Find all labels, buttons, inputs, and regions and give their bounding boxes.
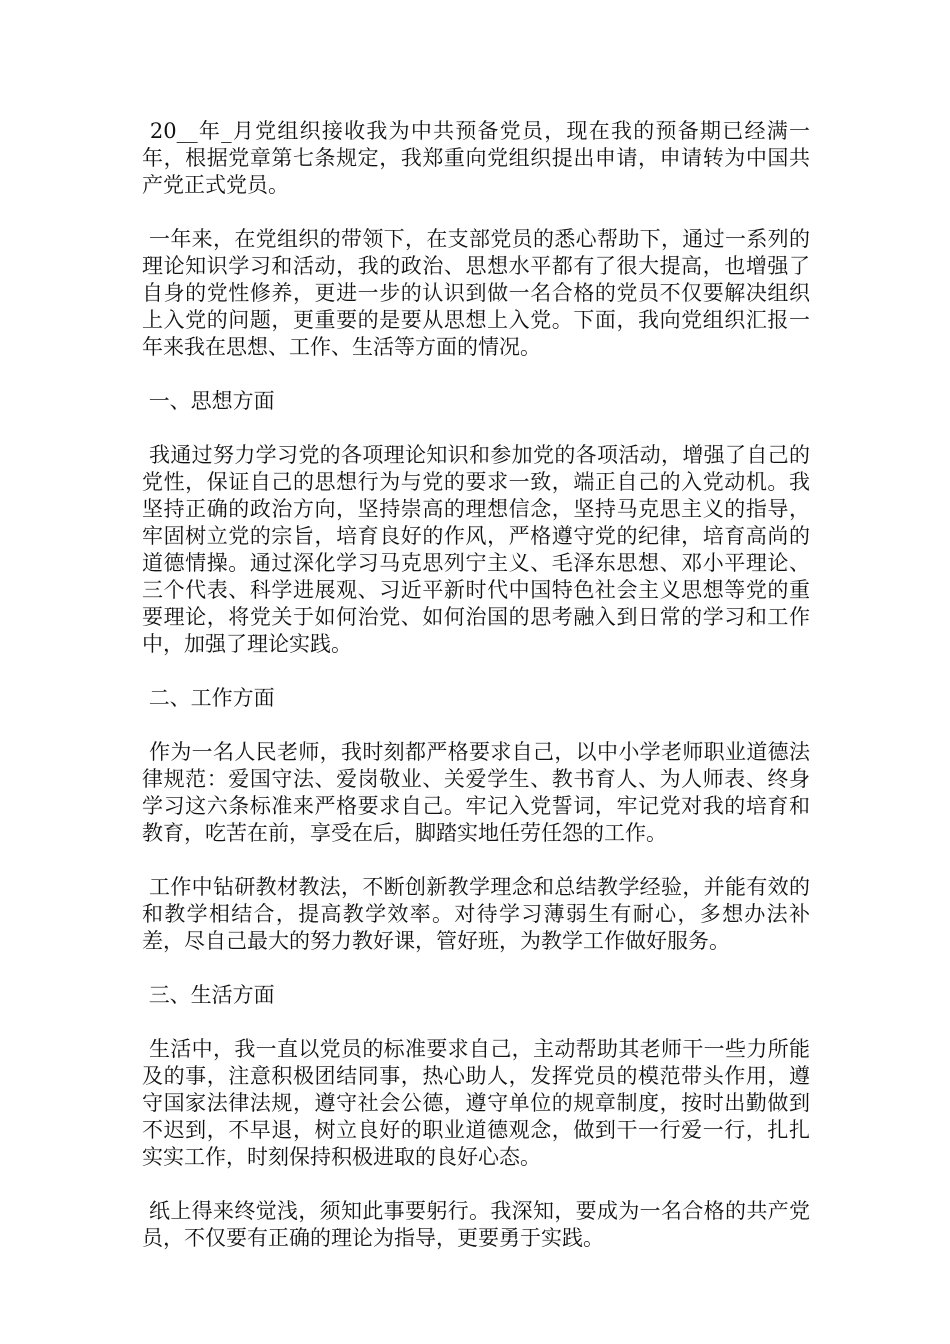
section-heading-thought: 一、思想方面: [142, 389, 275, 413]
paragraph-work-1: 作为一名人民老师，我时刻都严格要求自己，以中小学老师职业道德法律规范：爱国守法、爱岗敬业、关爱学生、教书育人、为人师表、终身学习这六条标准来严格要求自己。牢记入党誓词，牢记党对我的培育和教育，吃苦在前，享受在后，脚踏实地任劳任怨的工作。: [142, 740, 810, 845]
paragraph-overview: 一年来，在党组织的带领下，在支部党员的悉心帮助下，通过一系列的理论知识学习和活动，我的政治、思想水平都有了很大提高，也增强了自身的党性修养，更进一步的认识到做一名合格的党员不仅要解决组织上入党的问题，更重要的是要从思想上入党。下面，我向党组织汇报一年来我在思想、工作、生活等方面的情况。: [142, 227, 810, 359]
paragraph-closing: 纸上得来终觉浅，须知此事要躬行。我深知，要成为一名合格的共产党员，不仅要有正确的理论为指导，更要勇于实践。: [142, 1199, 810, 1250]
section-heading-work: 二、工作方面: [142, 686, 275, 710]
paragraph-work-2: 工作中钻研教材教法，不断创新教学理念和总结教学经验，并能有效的和教学相结合，提高教学效率。对待学习薄弱生有耐心，多想办法补差，尽自己最大的努力教好课，管好班，为教学工作做好服务。: [142, 875, 810, 953]
paragraph-thought: 我通过努力学习党的各项理论知识和参加党的各项活动，增强了自己的党性，保证自己的思想行为与党的要求一致，端正自己的入党动机。我坚持正确的政治方向，坚持崇高的理想信念，坚持马克思主义的指导，牢固树立党的宗旨，培育良好的作风，严格遵守党的纪律，培育高尚的道德情操。通过深化学习马克思列宁主义、毛泽东思想、邓小平理论、三个代表、科学进展观、习近平新时代中国特色社会主义思想等党的重要理论，将党关于如何治党、如何治国的思考融入到日常的学习和工作中，加强了理论实践。: [142, 443, 810, 656]
paragraph-intro: 20__年_月党组织接收我为中共预备党员，现在我的预备期已经满一年，根据党章第七条规定，我郑重向党组织提出申请，申请转为中国共产党正式党员。: [142, 119, 810, 197]
section-heading-life: 三、生活方面: [142, 983, 275, 1007]
paragraph-life: 生活中，我一直以党员的标准要求自己，主动帮助其老师干一些力所能及的事，注意积极团结同事，热心助人，发挥党员的模范带头作用，遵守国家法律法规，遵守社会公德，遵守单位的规章制度，按时出勤做到不迟到，不早退，树立良好的职业道德观念，做到干一行爱一行，扎扎实实工作，时刻保持积极进取的良好心态。: [142, 1037, 810, 1169]
document-body: [142, 118, 810, 1279]
